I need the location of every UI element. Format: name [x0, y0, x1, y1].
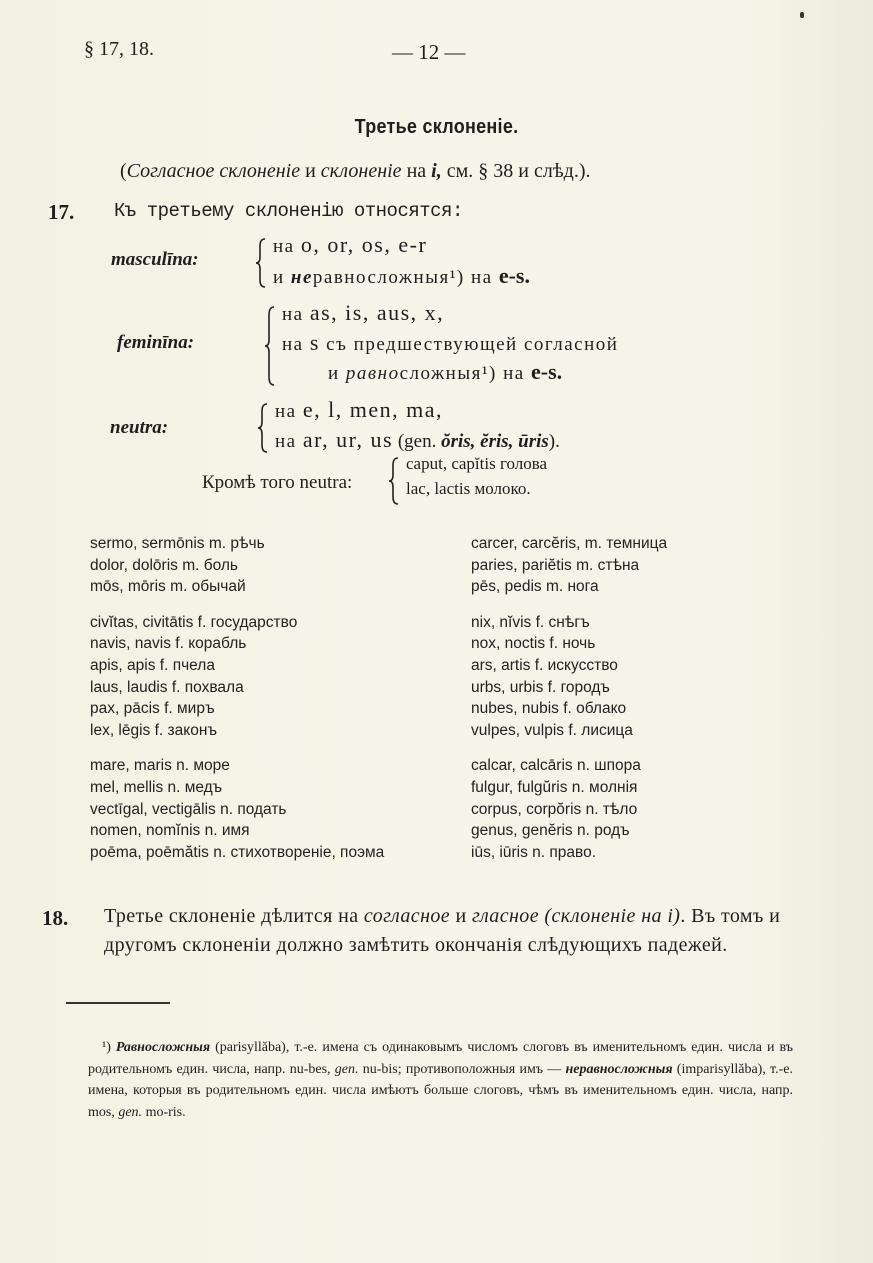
feminina-line-1: на as, is, aus, x,	[282, 300, 445, 325]
example-item: pēs, pedis m. нога	[471, 578, 599, 596]
example-item: calcar, calcāris n. шпора	[471, 757, 641, 775]
feminina-es-ending: e-s.	[530, 359, 563, 384]
subtitle-i-letter: i,	[431, 160, 442, 182]
example-item: corpus, corpŏris n. тѣло	[471, 800, 638, 818]
footnote-term-imparisyllabic: неравносложныя	[565, 1061, 673, 1077]
neutra-genitive-endings: ŏris, ĕris, ūris	[441, 431, 549, 452]
example-item: civĭtas, civitātis f. государство	[90, 613, 298, 631]
neutra-label: neutra:	[110, 417, 169, 438]
extra-neutra-label: Кромѣ того neutra:	[202, 472, 353, 493]
extra-neutra-brace	[388, 457, 400, 509]
example-item: genus, genĕris n. родъ	[471, 822, 630, 840]
subtitle-consonant-declension: Согласное склоненіе	[126, 160, 301, 182]
example-item: paries, pariĕtis m. стѣна	[471, 556, 640, 574]
masculina-line-2: и неравносложныя¹) на e-s.	[273, 263, 530, 288]
subtitle-open-paren: (	[120, 160, 127, 182]
example-item: iūs, iūris n. право.	[471, 843, 597, 861]
example-item: mare, maris n. море	[90, 757, 230, 775]
example-item: nox, noctis f. ночь	[471, 635, 596, 653]
neutra-endings-2: ar, ur, us	[302, 427, 394, 452]
subtitle-and: и	[300, 160, 321, 182]
feminina-line-2: на s съ предшествующей согласной	[282, 330, 619, 355]
masculina-line-1: на o, or, os, e-r	[273, 232, 428, 257]
speck-mark	[800, 12, 804, 18]
section-17-intro: Къ третьему склоненію относятся:	[114, 200, 463, 222]
example-item: fulgur, fulgŭris n. молнія	[471, 778, 638, 796]
masculina-es-ending: e-s.	[498, 263, 530, 288]
example-item: sermo, sermōnis m. рѣчь	[90, 535, 265, 552]
masculina-endings: o, or, os, e-r	[300, 232, 428, 257]
footnote-term-parisyllabic: Равносложныя	[115, 1040, 211, 1055]
section-reference: § 17, 18.	[84, 38, 154, 60]
footnote-divider	[66, 1002, 170, 1004]
neutra-brace	[257, 403, 269, 457]
example-item: carcer, carcĕris, m. темница	[471, 535, 668, 552]
example-item: nomen, nomĭnis n. имя	[90, 822, 250, 840]
vowel-term: гласное (склоненіе на i)	[472, 905, 681, 927]
feminina-brace	[264, 306, 276, 390]
consonant-term: согласное	[363, 905, 451, 927]
example-item: vectīgal, vectigālis n. подать	[90, 800, 287, 818]
feminina-line-3: и равносложныя¹) на e-s.	[328, 359, 563, 384]
extra-neutra-line-1: caput, capĭtis голова	[406, 454, 548, 473]
section-18-number: 18.	[42, 906, 69, 930]
example-item: poēma, poēmătis n. стихотвореніе, поэма	[90, 843, 385, 861]
example-item: nix, nĭvis f. снѣгъ	[471, 613, 590, 631]
section-17-number: 17.	[48, 200, 75, 224]
neutra-line-2: на ar, ur, us (gen. ŏris, ĕris, ūris).	[275, 427, 560, 452]
masculina-label: masculīna:	[111, 249, 199, 270]
example-item: lex, lēgis f. законъ	[90, 721, 218, 739]
page-number: — 12 —	[392, 40, 466, 64]
chapter-subtitle	[120, 160, 591, 183]
example-item: ars, artis f. искусство	[471, 656, 618, 674]
example-item: urbs, urbis f. городъ	[471, 678, 610, 696]
examples-right-column	[471, 533, 667, 863]
example-item: vulpes, vulpis f. лисица	[471, 721, 633, 739]
extra-neutra-line-2: lac, lactis молоко.	[406, 479, 531, 498]
example-item: dolor, dolōris m. боль	[90, 556, 238, 574]
feminina-label: feminīna:	[117, 332, 195, 353]
neutra-endings-1: e, l, men, ma,	[302, 397, 443, 422]
footnote: ¹) Равносложныя (parisyllăba), т.-е. имена съ одинаковымъ числомъ слоговъ въ именительномъ един. числа и въ родительномъ един. числа, напр. nu-bes, gen. nu-bis; противоположныя имъ — неравносложныя (imparisyllăba), т.-е. имена, которыя въ родительномъ един. числа имѣютъ больше слоговъ, чѣмъ въ именительномъ един. числа, напр. mos, gen. mo-ris.	[88, 1040, 793, 1120]
example-item: nubes, nubis f. облако	[471, 700, 627, 718]
example-item: mel, mellis n. медъ	[90, 778, 223, 796]
example-item: laus, laudis f. похвала	[90, 678, 244, 696]
neutra-line-1: на e, l, men, ma,	[275, 397, 443, 422]
example-item: mōs, mōris m. обычай	[90, 578, 246, 596]
masculina-brace	[255, 238, 267, 292]
chapter-title: Третье склоненіе.	[354, 116, 519, 138]
section-18-paragraph: Третье склоненіе дѣлится на согласное и гласное (склоненіе на i). Въ томъ и другомъ склоненіи должно замѣтить окончанія слѣдующихъ падежей.	[104, 905, 781, 956]
example-item: pax, pācis f. миръ	[90, 700, 215, 718]
example-item: apis, apis f. пчела	[90, 656, 215, 674]
subtitle-declension: склоненіе	[320, 160, 402, 182]
subtitle-on: на	[401, 160, 432, 182]
subtitle-reference: см. § 38 и слѣд.).	[441, 160, 591, 182]
examples-left-column	[90, 533, 384, 863]
footnote-marker: ¹)	[102, 1040, 111, 1055]
feminina-endings: as, is, aus, x,	[309, 300, 445, 325]
example-item: navis, navis f. корабль	[90, 635, 247, 653]
